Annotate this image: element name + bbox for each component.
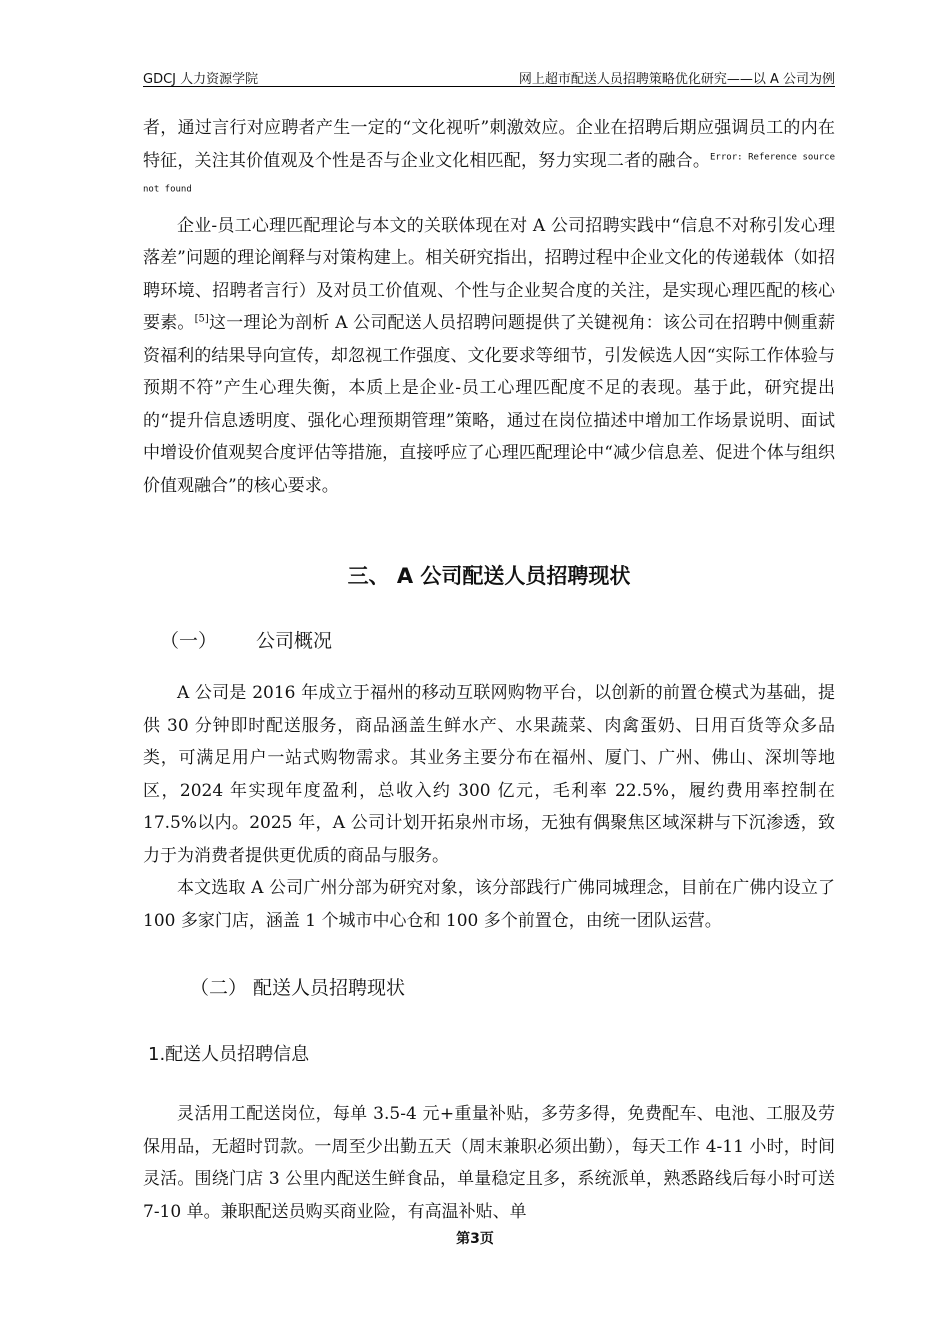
paragraph-text: 这一理论为剖析 A 公司配送人员招聘问题提供了关键视角：该公司在招聘中侧重薪资福利的结果导向宣传，却忽视工作强度、文化要求等细节，引发候选人因“实际工作体验与预期不符”产生心理失衡，本质上是企业-员工心理匹配度不足的表现。基于此，研究提出的“提升信息透明度、强化心理预期管理”策略，通过在岗位描述中增加工作场景说明、面试中增设价值观契合度评估等措施，直接呼应了心理匹配理论中“减少信息差、促进个体与组织价值观融合”的核心要求。 — [143, 313, 835, 496]
reference-error: Error: Reference source not found — [143, 151, 836, 195]
paragraph-recruitment-info: 灵活用工配送岗位，每单 3.5-4 元+重量补贴，多劳多得，免费配车、电池、工服及劳保用品，无超时罚款。一周至少出勤五天（周末兼职必须出勤），每天工作 4-11 小时，时间灵活。围绕门店 3 公里内配送生鲜食品，单量稳定且多，系统派单，熟悉路线后每小时可送 7-10 单。兼职配送员购买商业险，有高温补贴、单 — [143, 1104, 835, 1222]
paragraph-theory-link — [143, 210, 835, 503]
paragraph-text: 企业-员工心理匹配理论与本文的关联体现在对 A 公司招聘实践中“信息不对称引发心理落差”问题的理论阐释与对策构建上。相关研究指出，招聘过程中企业文化的传递载体（如招聘环境、招聘者言行）及对员工价值观、个性与企业契合度的关注，是实现心理匹配的核心要素。 — [143, 215, 835, 333]
overview-text — [143, 677, 835, 937]
subsection-heading-overview — [160, 626, 333, 653]
subsubsection-heading: 1.配送人员招聘信息 — [148, 1044, 310, 1065]
subsection-number: （一） — [160, 630, 218, 652]
subsection-heading-recruitment: （二） 配送人员招聘现状 — [190, 977, 406, 999]
citation: [5] — [194, 313, 209, 325]
body-text — [143, 112, 835, 502]
paragraph-continuation — [143, 112, 835, 210]
header-paper-title: 网上超市配送人员招聘策略优化研究——以 A 公司为例 — [518, 72, 835, 87]
paragraph-company-overview: A 公司是 2016 年成立于福州的移动互联网购物平台，以创新的前置仓模式为基础，提供 30 分钟即时配送服务，商品涵盖生鲜水产、水果蔬菜、肉禽蛋奶、日用百货等众多品类，可满足用户一站式购物需求。其业务主要分布在福州、厦门、广州、佛山、深圳等地区，2024 年实现年度盈利，总收入约 300 亿元，毛利率 22.5%，履约费用率控制在 17.5%以内。2025 年，A 公司计划开拓泉州市场，无独有偶聚焦区域深耕与下沉渗透，致力于为消费者提供更优质的商品与服务。 — [143, 683, 835, 866]
page-number: 第3页 — [456, 1231, 494, 1247]
paragraph-text: 者，通过言行对应聘者产生一定的“文化视听”刺激效应。企业在招聘后期应强调员工的内在特征，关注其价值观及个性是否与企业文化相匹配，努力实现二者的融合。 — [143, 118, 835, 171]
recruitment-info-text — [143, 1098, 835, 1228]
header-institution: GDCJ 人力资源学院 — [143, 72, 259, 87]
subsection-title: 公司概况 — [256, 630, 333, 652]
section-heading: 三、 A 公司配送人员招聘现状 — [347, 564, 631, 588]
paragraph-research-object: 本文选取 A 公司广州分部为研究对象，该分部践行广佛同城理念，目前在广佛内设立了 100 多家门店，涵盖 1 个城市中心仓和 100 多个前置仓，由统一团队运营。 — [143, 878, 835, 931]
page-header — [143, 66, 835, 87]
